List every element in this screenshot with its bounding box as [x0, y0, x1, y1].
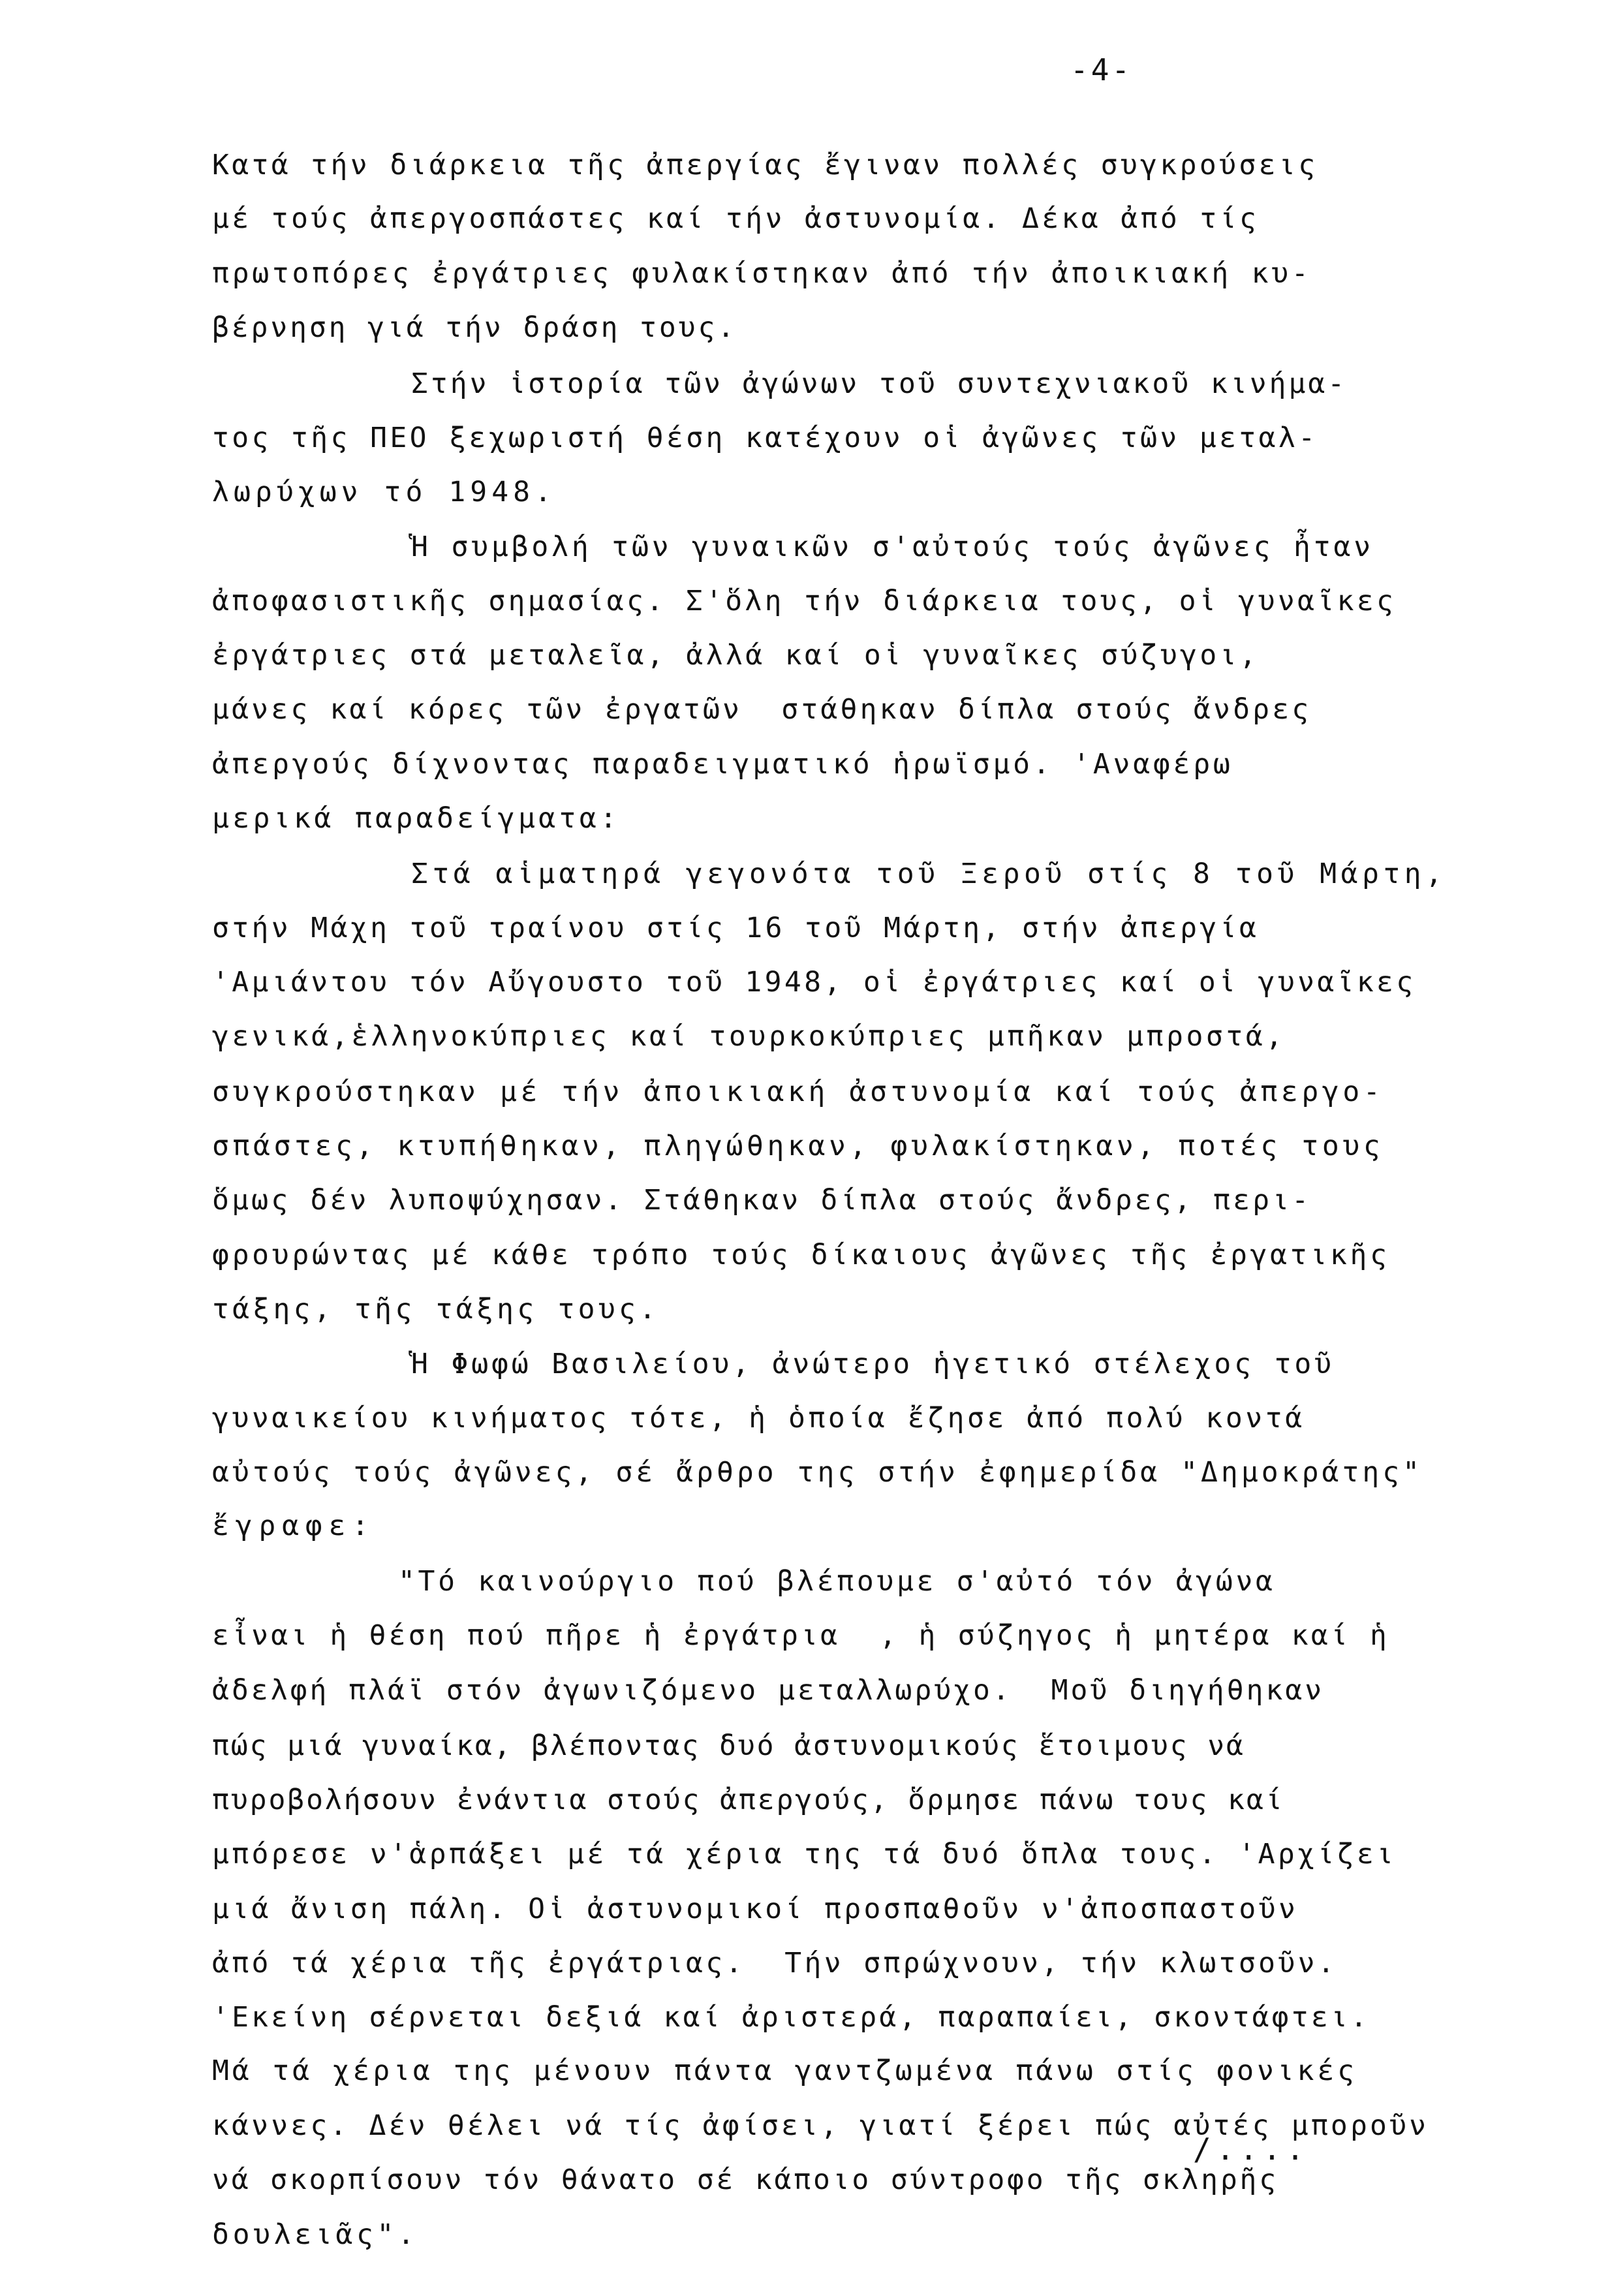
text-line: μπόρεσε ν'ἁρπάξει μέ τά χέρια της τά δυό ὅπλα τους. 'Αρχίζει: [212, 1838, 1397, 1870]
text-line: Ἡ συμβολή τῶν γυναικῶν σ'αὐτούς τούς ἀγῶνες ἦταν: [411, 531, 1374, 563]
page-number: -4-: [1070, 52, 1133, 87]
text-line: ἀπεργούς δίχνοντας παραδειγματικό ἡρωϊσμό. 'Αναφέρω: [212, 748, 1233, 781]
text-line: βέρνηση γιά τήν δράση τους.: [212, 311, 737, 344]
text-line: σπάστες, κτυπήθηκαν, πληγώθηκαν, φυλακίστηκαν, ποτές τους: [212, 1130, 1384, 1162]
continuation-mark: /....: [1193, 2132, 1310, 2167]
text-line: τος τῆς ΠΕΟ ξεχωριστή θέση κατέχουν οἱ ἀγῶνες τῶν μεταλ-: [212, 422, 1318, 454]
text-line: γενικά,ἑλληνοκύπριες καί τουρκοκύπριες μπῆκαν μπροστά,: [212, 1020, 1286, 1053]
text-line: μερικά παραδείγματα:: [212, 802, 621, 835]
text-line: πώς μιά γυναίκα, βλέποντας δυό ἀστυνομικούς ἕτοιμους νά: [212, 1730, 1245, 1762]
text-line: μιά ἄνιση πάλη. Οἱ ἀστυνομικοί προσπαθοῦν ν'ἀποσπαστοῦν: [212, 1893, 1299, 1925]
text-line: ὅμως δέν λυποψύχησαν. Στάθηκαν δίπλα στούς ἄνδρες, περι-: [212, 1184, 1312, 1217]
text-line: πυροβολήσουν ἐνάντια στούς ἀπεργούς, ὅρμησε πάνω τους καί: [212, 1784, 1284, 1816]
text-line: Ἡ Φωφώ Βασιλείου, ἀνώτερο ἡγετικό στέλεχος τοῦ: [411, 1348, 1335, 1380]
text-line: μάνες καί κόρες τῶν ἐργατῶν στάθηκαν δίπλα στούς ἄνδρες: [212, 693, 1312, 726]
text-line: αὐτούς τούς ἀγῶνες, σέ ἄρθρο της στήν ἐφημερίδα "Δημοκράτης": [212, 1456, 1423, 1489]
text-line: στήν Μάχη τοῦ τραίνου στίς 16 τοῦ Μάρτη, στήν ἀπεργία: [212, 912, 1260, 944]
text-line: συγκρούστηκαν μέ τήν ἀποικιακή ἀστυνομία καί τούς ἀπεργο-: [212, 1076, 1384, 1108]
text-line: δουλειᾶς".: [212, 2218, 418, 2251]
text-line: κάννες. Δέν θέλει νά τίς ἀφίσει, γιατί ξέρει πώς αὐτές μποροῦν: [212, 2109, 1429, 2142]
text-line: "Τό καινούργιο πού βλέπουμε σ'αὐτό τόν ἀγώνα: [398, 1565, 1276, 1598]
text-line: Στά αἱματηρά γεγονότα τοῦ Ξεροῦ στίς 8 τοῦ Μάρτη,: [411, 858, 1447, 890]
text-line: Κατά τήν διάρκεια τῆς ἀπεργίας ἔγιναν πολλές συγκρούσεις: [212, 149, 1318, 181]
text-line: φρουρώντας μέ κάθε τρόπο τούς δίκαιους ἀγῶνες τῆς ἐργατικῆς: [212, 1239, 1390, 1271]
text-line: 'Εκείνη σέρνεται δεξιά καί ἀριστερά, παραπαίει, σκοντάφτει.: [212, 2001, 1370, 2034]
text-line: ἔγραφε:: [212, 1510, 375, 1542]
text-line: ἀδελφή πλάϊ στόν ἀγωνιζόμενο μεταλλωρύχο. Μοῦ διηγήθηκαν: [212, 1674, 1325, 1707]
text-line: λωρύχων τό 1948.: [212, 476, 557, 508]
text-line: Στήν ἱστορία τῶν ἀγώνων τοῦ συντεχνιακοῦ κινήμα-: [411, 367, 1348, 400]
text-line: πρωτοπόρες ἐργάτριες φυλακίστηκαν ἀπό τήν ἀποικιακή κυ-: [212, 257, 1312, 290]
text-line: ἀπό τά χέρια τῆς ἐργάτριας. Τήν σπρώχνουν, τήν κλωτσοῦν.: [212, 1947, 1338, 1979]
text-line: Μά τά χέρια της μένουν πάντα γαντζωμένα πάνω στίς φονικές: [212, 2055, 1357, 2087]
text-line: τάξης, τῆς τάξης τους.: [212, 1293, 660, 1326]
text-line: ἀποφασιστικῆς σημασίας. Σ'ὅλη τήν διάρκεια τους, οἱ γυναῖκες: [212, 585, 1397, 617]
text-line: νά σκορπίσουν τόν θάνατο σέ κάποιο σύντροφο τῆς σκληρῆς: [212, 2164, 1278, 2196]
text-line: μέ τούς ἀπεργοσπάστες καί τήν ἀστυνομία. Δέκα ἀπό τίς: [212, 202, 1260, 235]
text-line: γυναικείου κινήματος τότε, ἡ ὁποία ἔζησε ἀπό πολύ κοντά: [212, 1402, 1305, 1435]
text-line: ἐργάτριες στά μεταλεῖα, ἀλλά καί οἱ γυναῖκες σύζυγοι,: [212, 639, 1260, 672]
text-line: εἶναι ἡ θέση πού πῆρε ἡ ἐργάτρια , ἡ σύζηγος ἡ μητέρα καί ἡ: [212, 1619, 1390, 1652]
text-line: 'Αμιάντου τόν Αὔγουστο τοῦ 1948, οἱ ἐργάτριες καί οἱ γυναῖκες: [212, 966, 1416, 999]
